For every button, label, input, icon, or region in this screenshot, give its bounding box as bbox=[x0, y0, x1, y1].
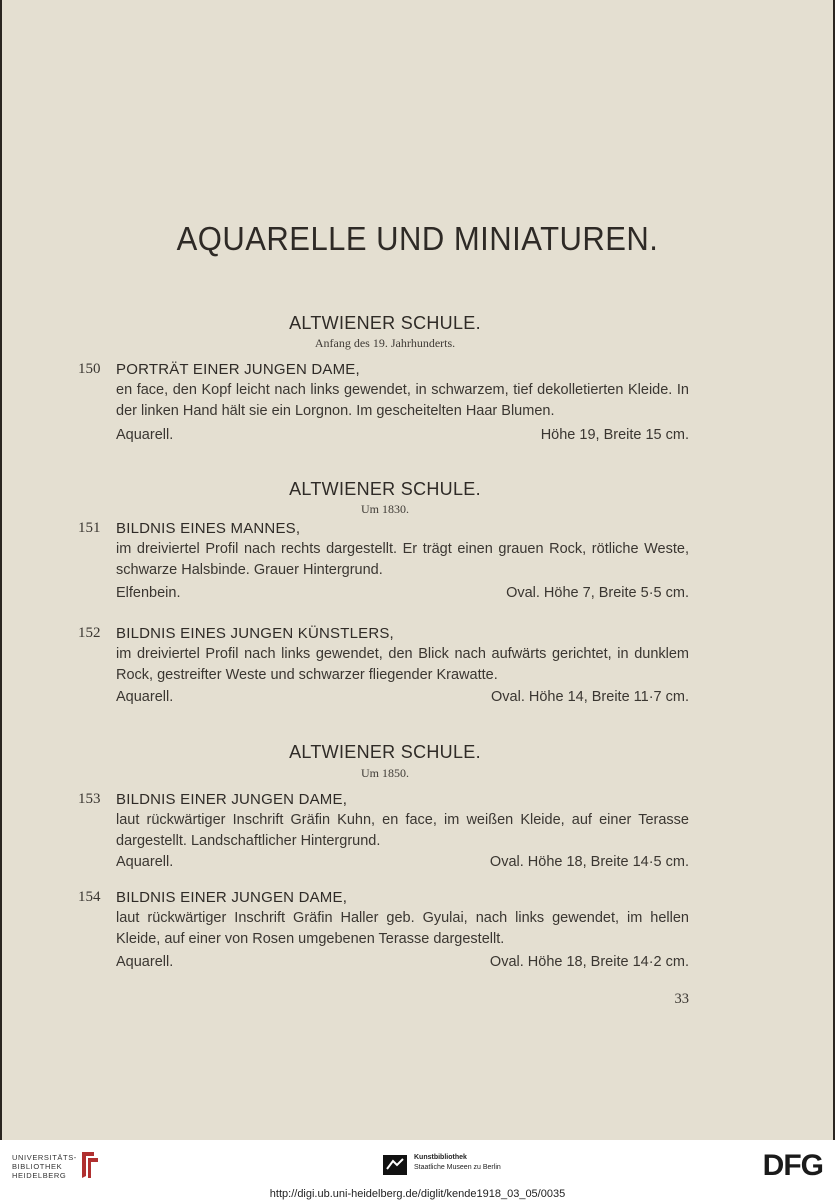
entry-medium: Aquarell. bbox=[116, 854, 174, 870]
university-line: UNIVERSITÄTS- bbox=[12, 1153, 77, 1162]
entry-title: PORTRÄT EINER JUNGEN DAME, bbox=[116, 361, 360, 378]
entry-description: im dreiviertel Profil nach links gewendet, den Blick nach aufwärts gerichtet, in dunklem Rock, gestreifter Weste und schwarzer fliegender Krawatte. bbox=[116, 646, 689, 683]
entry-dimensions: Oval. Höhe 18, Breite 14·2 cm. bbox=[489, 954, 689, 970]
section-date: Um 1830. bbox=[361, 502, 409, 516]
entry-description: laut rückwärtiger Inschrift Gräfin Kuhn, en face, im weißen Kleide, auf einer Terasse dargestellt. Landschaftlicher Hintergrund. bbox=[116, 812, 689, 849]
page-number: 33 bbox=[674, 991, 689, 1007]
dfg-logo[interactable]: DFG bbox=[762, 1149, 823, 1182]
entry-number: 154 bbox=[78, 889, 101, 905]
entry-dimensions: Oval. Höhe 14, Breite 11·7 cm. bbox=[491, 689, 689, 705]
section-school-heading: ALTWIENER SCHULE. bbox=[289, 479, 481, 499]
entry-dimensions: Oval. Höhe 18, Breite 14·5 cm. bbox=[489, 854, 689, 870]
university-line: HEIDELBERG bbox=[12, 1171, 67, 1180]
page-edge-left bbox=[0, 0, 2, 1140]
entry-number: 150 bbox=[78, 361, 101, 377]
entry-title: BILDNIS EINER JUNGEN DAME, bbox=[116, 791, 348, 808]
entry-number: 153 bbox=[78, 791, 101, 807]
kunstbibliothek-logo-icon[interactable] bbox=[383, 1155, 407, 1175]
section-school-heading: ALTWIENER SCHULE. bbox=[289, 313, 481, 333]
section-date: Um 1850. bbox=[361, 766, 409, 780]
entry-medium: Elfenbein. bbox=[116, 585, 181, 601]
kunstbibliothek-label[interactable] bbox=[414, 1153, 501, 1173]
entry-medium: Aquarell. bbox=[116, 954, 174, 970]
section-school-heading: ALTWIENER SCHULE. bbox=[289, 742, 481, 762]
entry-title: BILDNIS EINES JUNGEN KÜNSTLERS, bbox=[116, 625, 394, 642]
section-date: Anfang des 19. Jahrhunderts. bbox=[314, 336, 456, 350]
entry-title: BILDNIS EINES MANNES, bbox=[116, 520, 301, 537]
entry-dimensions: Höhe 19, Breite 15 cm. bbox=[540, 427, 689, 443]
entry-medium: Aquarell. bbox=[116, 427, 174, 443]
kb-subtitle: Staatliche Museen zu Berlin bbox=[414, 1164, 501, 1171]
entry-dimensions: Oval. Höhe 7, Breite 5·5 cm. bbox=[506, 585, 689, 601]
entry-number: 152 bbox=[78, 625, 101, 641]
university-line: BIBLIOTHEK bbox=[12, 1162, 63, 1171]
entry-medium: Aquarell. bbox=[116, 689, 174, 705]
entry-number: 151 bbox=[78, 520, 101, 536]
university-library-label[interactable] bbox=[12, 1153, 77, 1180]
entry-description: en face, den Kopf leicht nach links gewendet, in schwarzem, tief dekolletierten Kleide. In der linken Hand hält sie ein Lorgnon. Im gescheitelten Haar Blumen. bbox=[116, 382, 689, 419]
page-title: AQUARELLE UND MINIATUREN. bbox=[176, 220, 659, 257]
entry-title: BILDNIS EINER JUNGEN DAME, bbox=[116, 889, 348, 906]
entry-description: im dreiviertel Profil nach rechts dargestellt. Er trägt einen grauen Rock, rötliche Weste, schwarze Halsbinde. Grauer Hintergrund. bbox=[116, 541, 689, 578]
university-seal-icon[interactable] bbox=[78, 1150, 100, 1180]
footer-bar bbox=[0, 1140, 835, 1187]
kb-title: Kunstbibliothek bbox=[414, 1154, 467, 1161]
page-url[interactable]: http://digi.ub.uni-heidelberg.de/diglit/kende1918_03_05/0035 bbox=[0, 1187, 835, 1202]
entry-description: laut rückwärtiger Inschrift Gräfin Haller geb. Gyulai, nach links gewendet, im hellen Kleide, auf einer von Rosen umgebenen Terasse dargestellt. bbox=[116, 910, 689, 947]
